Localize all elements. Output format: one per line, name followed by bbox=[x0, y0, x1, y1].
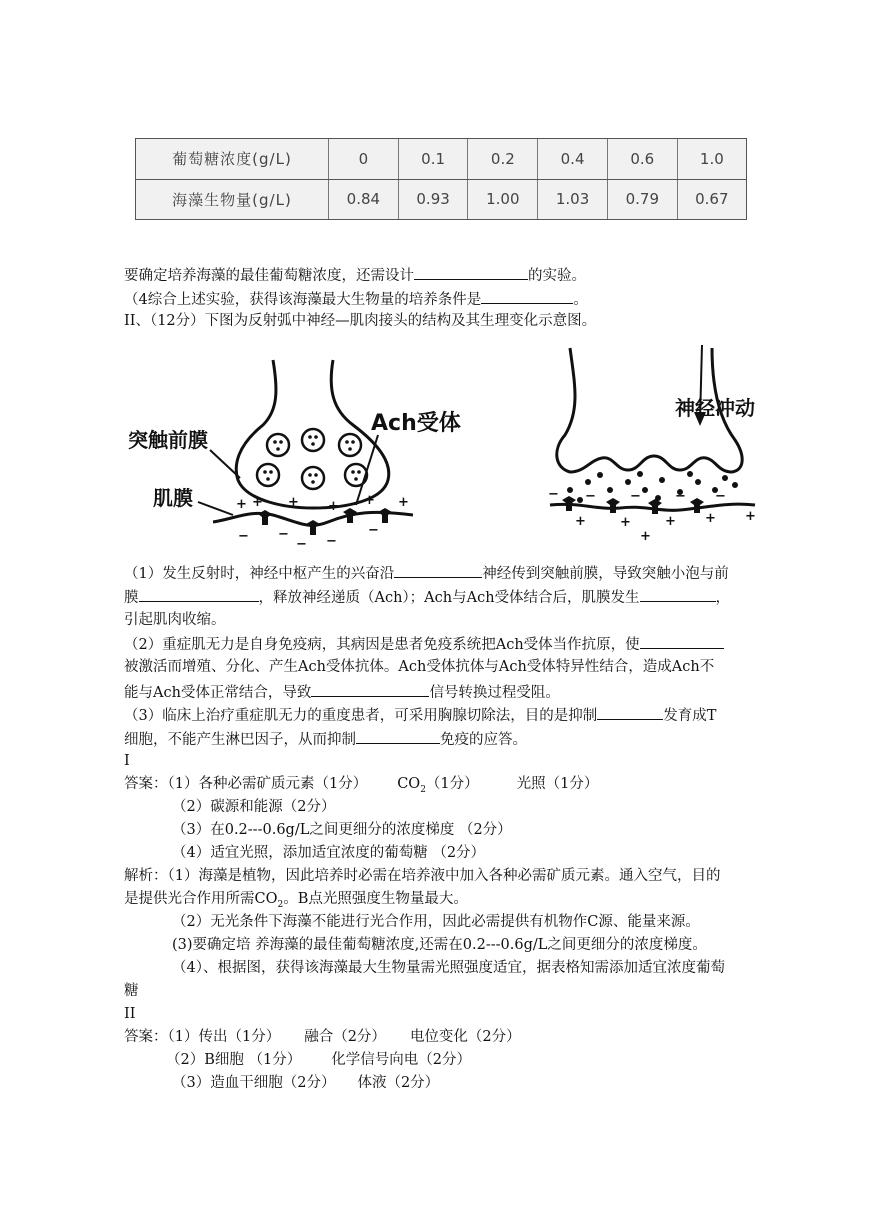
text: 融合（2分） bbox=[304, 1029, 386, 1045]
svg-text:+: + bbox=[252, 495, 263, 510]
section-label: II bbox=[124, 1006, 136, 1022]
text: （1）传出（1分） bbox=[167, 1029, 281, 1045]
svg-text:+: + bbox=[620, 515, 631, 530]
svg-text:+: + bbox=[364, 493, 375, 508]
table-cell: 1.0 bbox=[677, 139, 746, 179]
text: （2）B细胞 （1分） bbox=[166, 1052, 302, 1068]
answer-blank bbox=[394, 561, 482, 578]
text: （2）重症肌无力是自身免疫病，其病因是患者免疫系统把Ach受体当作抗原，使 bbox=[124, 637, 640, 653]
table-cell: 0.1 bbox=[398, 139, 468, 179]
text: 的实验。 bbox=[528, 268, 586, 284]
svg-text:−: − bbox=[548, 487, 559, 502]
text: 体液（2分） bbox=[357, 1075, 440, 1091]
label-presynaptic: 突触前膜 bbox=[128, 428, 208, 452]
text: 电位变化（2分） bbox=[409, 1029, 521, 1045]
answer-blank bbox=[640, 585, 716, 602]
subscript: 2 bbox=[277, 899, 284, 910]
svg-text:+: + bbox=[288, 495, 299, 510]
text: （3）临床上治疗重症肌无力的重度患者，可采用胸腺切除法，目的是抑制 bbox=[124, 708, 598, 724]
text: （4综合上述实验，获得该海藻最大生物量的培养条件是 bbox=[124, 292, 482, 308]
table-row-label: 葡萄糖浓度(g/L) bbox=[136, 139, 329, 179]
label-nerve-impulse: 神经冲动 bbox=[675, 396, 755, 420]
table-cell: 0.6 bbox=[607, 139, 677, 179]
text: 光照（1分） bbox=[516, 776, 599, 792]
subscript: 2 bbox=[420, 784, 426, 795]
table-cell: 0 bbox=[329, 139, 399, 179]
svg-text:−: − bbox=[715, 489, 726, 504]
section-heading: II、（12分）下图为反射弧中神经—肌肉接头的结构及其生理变化示意图。 bbox=[124, 313, 597, 329]
synapse-resting-diagram bbox=[128, 350, 461, 555]
text: （1）海藻是植物，因此培养时必需在培养液中加入各种必需矿质元素。通入空气，目的 bbox=[167, 868, 721, 884]
text: 神经传到突触前膜，导致突触小泡与前 bbox=[482, 566, 729, 582]
svg-text:−: − bbox=[630, 489, 641, 504]
label-muscle-membrane: 肌膜 bbox=[153, 486, 193, 510]
explanation-line: （2）无光条件下海藻不能进行光合作用，因此必需提供有机物作C源、能量来源。 bbox=[172, 914, 700, 930]
text: 能与Ach受体正常结合，导致 bbox=[124, 685, 312, 701]
text: ，释放神经递质（Ach）；Ach与Ach受体结合后，肌膜发生 bbox=[258, 590, 640, 606]
text: 。 bbox=[573, 292, 588, 308]
answer-blank bbox=[597, 703, 663, 720]
question-line bbox=[124, 632, 724, 656]
answer-line: （3）在0.2---0.6g/L之间更细分的浓度梯度 （2分） bbox=[172, 822, 512, 838]
synapse-excited-diagram bbox=[540, 340, 790, 550]
explanation-line: 糖 bbox=[124, 983, 139, 999]
question-line bbox=[124, 561, 729, 585]
glucose-biomass-table bbox=[135, 138, 747, 220]
text: 细胞，不能产生淋巴因子，从而抑制 bbox=[124, 732, 356, 748]
svg-text:−: − bbox=[278, 527, 289, 542]
table-row-label: 海藻生物量(g/L) bbox=[136, 179, 329, 219]
answer-blank bbox=[356, 727, 440, 744]
text: ， bbox=[715, 590, 731, 606]
question-line: 引起肌肉收缩。 bbox=[124, 612, 226, 628]
text: （1分） bbox=[425, 776, 479, 792]
table-row bbox=[136, 179, 746, 219]
svg-text:−: − bbox=[296, 537, 307, 552]
text: （1）发生反射时，神经中枢产生的兴奋沿 bbox=[124, 566, 395, 582]
svg-text:+: + bbox=[705, 511, 716, 526]
section-label: I bbox=[124, 753, 130, 769]
text: （3）造血干细胞（2分） bbox=[172, 1075, 336, 1091]
table-cell: 1.00 bbox=[468, 179, 538, 219]
svg-text:−: − bbox=[326, 534, 337, 549]
explanation-line: (3)要确定培 养海藻的最佳葡萄糖浓度,还需在0.2---0.6g/L之间更细分的浓度梯度。 bbox=[172, 937, 707, 953]
text: CO bbox=[397, 776, 421, 792]
text: 。B点光照强度生物量最大。 bbox=[283, 891, 468, 907]
text: （1）各种必需矿质元素（1分） bbox=[167, 776, 368, 792]
svg-text:+: + bbox=[575, 514, 586, 529]
answer-label: 答案： bbox=[124, 776, 168, 792]
answer-blank bbox=[481, 287, 573, 304]
svg-text:+: + bbox=[745, 509, 756, 524]
svg-text:+: + bbox=[640, 529, 651, 544]
table-cell: 0.93 bbox=[398, 179, 468, 219]
table-cell: 0.67 bbox=[695, 190, 729, 209]
explanation-line: （4）、根据图，获得该海藻最大生物量需光照强度适宜，据表格知需添加适宜浓度葡萄 bbox=[172, 960, 725, 976]
table-cell: 0.2 bbox=[468, 139, 538, 179]
text: 要确定培养海藻的最佳葡萄糖浓度，还需设计 bbox=[124, 268, 414, 284]
answer-line bbox=[172, 1072, 439, 1094]
table-cell: 1.03 bbox=[538, 179, 608, 219]
question-line bbox=[124, 703, 716, 727]
svg-text:−: − bbox=[238, 529, 249, 544]
question-line: 被激活而增殖、分化、产生Ach受体抗体。Ach受体抗体与Ach受体特异性结合，造成Ach不 bbox=[124, 659, 715, 675]
svg-text:+: + bbox=[665, 514, 676, 529]
svg-text:+: + bbox=[236, 497, 247, 512]
answer-line: （4）适宜光照，添加适宜浓度的葡萄糖 （2分） bbox=[172, 845, 486, 861]
svg-text:−: − bbox=[675, 489, 686, 504]
table-cell: 0.79 bbox=[607, 179, 677, 219]
question-line bbox=[124, 287, 588, 311]
label-ach-receptor: Ach受体 bbox=[371, 411, 461, 436]
text: 膜 bbox=[124, 590, 139, 606]
answer-label: 答案： bbox=[124, 1029, 168, 1045]
table-row bbox=[136, 139, 746, 179]
answer-line bbox=[124, 1026, 521, 1048]
table-cell: 0.4 bbox=[538, 139, 608, 179]
answer-line: （2）碳源和能源（2分） bbox=[172, 799, 336, 815]
text: 信号转换过程受阻。 bbox=[429, 685, 560, 701]
explanation-label: 解析： bbox=[124, 868, 168, 884]
text: 免疫的应答。 bbox=[440, 732, 527, 748]
text: 是提供光合作用所需CO bbox=[124, 891, 278, 907]
answer-blank bbox=[139, 585, 259, 602]
answer-blank bbox=[640, 632, 724, 649]
svg-text:+: + bbox=[328, 499, 339, 514]
text: 发育成T bbox=[663, 708, 717, 724]
table-cell: 0.84 bbox=[329, 179, 399, 219]
answer-blank bbox=[311, 680, 429, 697]
svg-text:−: − bbox=[368, 523, 379, 538]
question-line bbox=[124, 680, 560, 704]
question-line bbox=[124, 263, 586, 287]
text: 化学信号向电（2分） bbox=[331, 1052, 471, 1068]
question-line bbox=[124, 585, 730, 609]
svg-text:−: − bbox=[585, 489, 596, 504]
answer-blank bbox=[414, 263, 528, 280]
svg-text:+: + bbox=[398, 495, 409, 510]
answer-line bbox=[166, 1049, 471, 1071]
question-line bbox=[124, 727, 527, 751]
explanation-line bbox=[124, 865, 720, 887]
